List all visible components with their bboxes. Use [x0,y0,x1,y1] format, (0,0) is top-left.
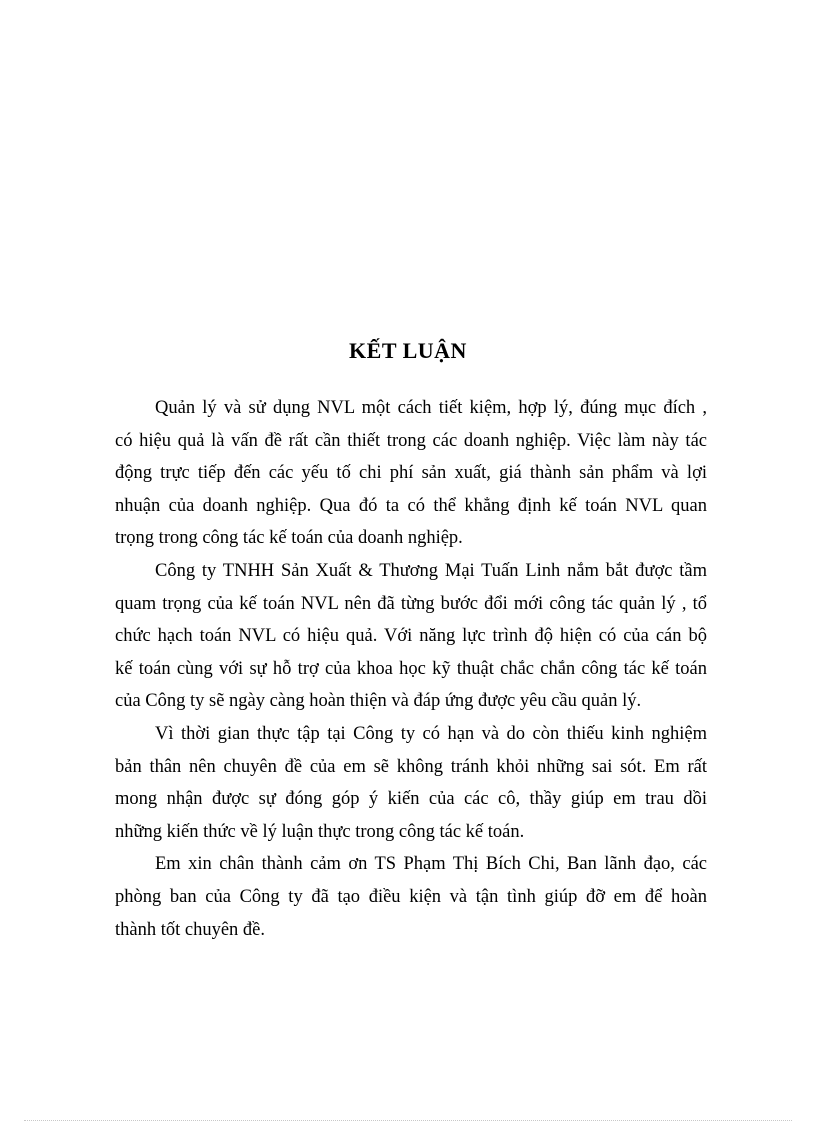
page-title: KẾT LUẬN [349,338,467,363]
text-line: có hiệu quả là vấn đề rất cần thiết trong các doanh nghiệp. Việc làm này tác [115,430,707,451]
paragraph-2 [115,555,707,718]
paragraph-1 [115,392,707,555]
text-line: động trực tiếp đến các yếu tố chi phí sản xuất, giá thành sản phẩm và lợi [115,463,707,484]
text-line: thành tốt chuyên đề. [115,919,266,940]
text-line: Vì thời gian thực tập tại Công ty có hạn và do còn thiếu kinh nghiệm [155,723,707,744]
text-line: chức hạch toán NVL có hiệu quả. Với năng lực trình độ hiện có của cán bộ [115,626,707,647]
footer-divider [24,1120,792,1121]
paragraph-3 [115,718,707,848]
paragraph-4 [115,848,707,946]
text-line: bản thân nên chuyên đề của em sẽ không tránh khỏi những sai sót. Em rất [115,756,707,777]
text-line: Công ty TNHH Sản Xuất & Thương Mại Tuấn Linh nắm bắt được tầm [155,560,707,581]
text-line: quam trọng của kế toán NVL nên đã từng bước đổi mới công tác quản lý , tổ [115,593,707,614]
text-line: kế toán cùng với sự hỗ trợ của khoa học kỹ thuật chắc chắn công tác kế toán [115,658,707,679]
text-line: trọng trong công tác kế toán của doanh nghiệp. [115,528,463,549]
text-line: những kiến thức về lý luận thực trong công tác kế toán. [115,821,525,842]
document-body [115,392,707,946]
text-line: phòng ban của Công ty đã tạo điều kiện và tận tình giúp đỡ em để hoàn [115,886,707,907]
text-line: của Công ty sẽ ngày càng hoàn thiện và đáp ứng được yêu cầu quản lý. [115,691,642,712]
text-line: Em xin chân thành cảm ơn TS Phạm Thị Bích Chi, Ban lãnh đạo, các [155,854,707,875]
text-line: nhuận của doanh nghiệp. Qua đó ta có thể khẳng định kế toán NVL quan [115,495,707,516]
text-line: Quản lý và sử dụng NVL một cách tiết kiệm, hợp lý, đúng mục đích , [155,398,707,418]
text-line: mong nhận được sự đóng góp ý kiến của các cô, thầy giúp em trau dồi [115,789,707,810]
